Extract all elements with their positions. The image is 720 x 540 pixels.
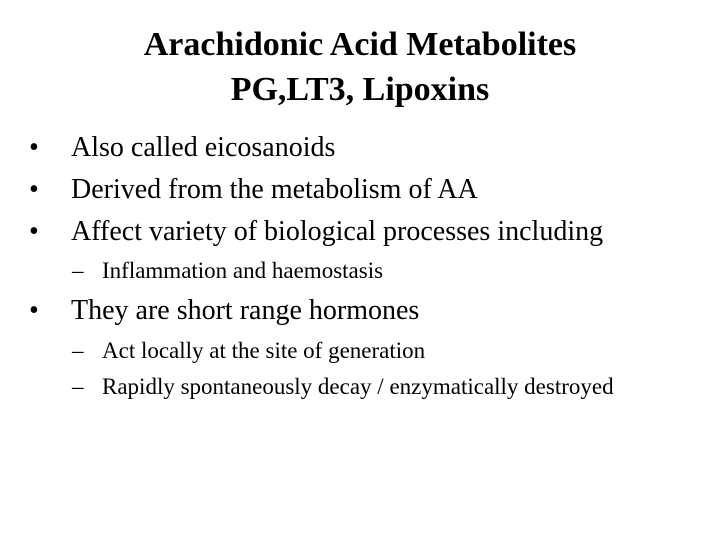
bullet-marker: • xyxy=(29,216,39,247)
bullet-marker: • xyxy=(29,295,39,326)
bullet-text: Also called eicosanoids xyxy=(71,132,336,163)
bullet-marker: • xyxy=(29,132,39,163)
title-line-1: Arachidonic Acid Metabolites xyxy=(143,26,577,63)
subbullet-text: Rapidly spontaneously decay / enzymatically destroyed xyxy=(102,374,614,399)
subbullet-marker: – xyxy=(72,374,84,399)
subbullet-marker: – xyxy=(72,338,84,363)
bullet-text: Affect variety of biological processes including xyxy=(71,216,604,247)
subbullet-text: Act locally at the site of generation xyxy=(102,338,426,363)
bullet-text: Derived from the metabolism of AA xyxy=(71,174,478,205)
bullet-marker: • xyxy=(29,174,39,205)
bullet-text: They are short range hormones xyxy=(71,295,420,326)
title-line-2: PG,LT3, Lipoxins xyxy=(230,71,490,108)
subbullet-marker: – xyxy=(72,258,84,283)
subbullet-text: Inflammation and haemostasis xyxy=(102,258,384,283)
slide-title xyxy=(0,22,720,112)
